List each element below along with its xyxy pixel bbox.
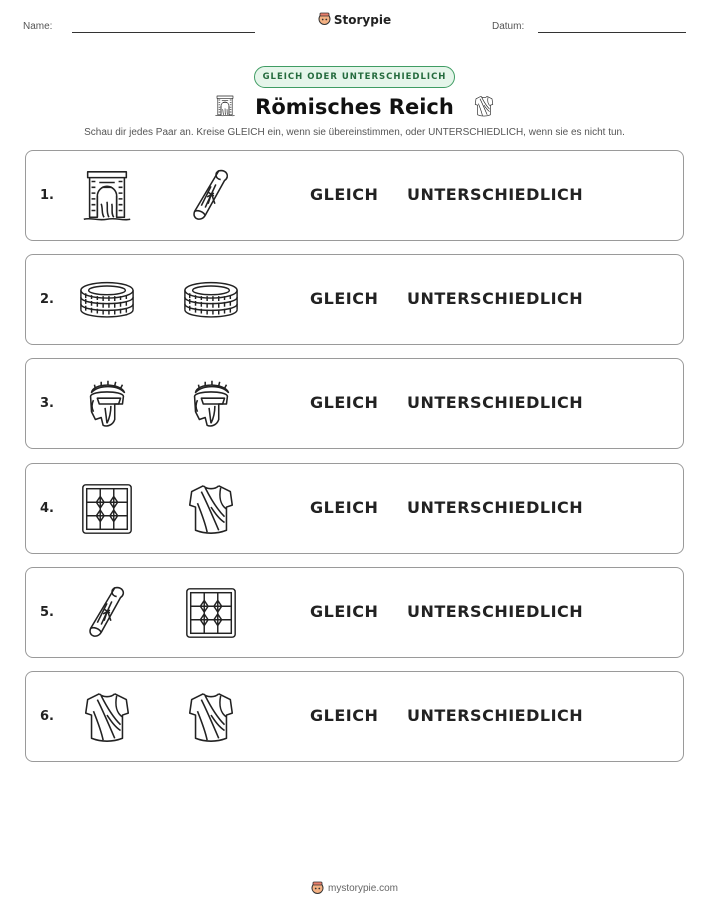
pair-number: 6. [40,709,54,724]
brand-name: Storypie [333,13,392,27]
name-line[interactable] [72,32,255,33]
date-line[interactable] [538,32,686,33]
aqueduct-icon [213,92,237,120]
title-text: Römisches Reich [255,95,454,119]
worksheet-type-badge: GLEICH ODER UNTERSCHIEDLICH [254,66,455,88]
same-option[interactable]: GLEICH [310,602,379,621]
different-option[interactable]: UNTERSCHIEDLICH [407,393,584,412]
different-option[interactable]: UNTERSCHIEDLICH [407,289,584,308]
pair-number: 4. [40,501,54,516]
page-title [0,92,709,120]
colosseum-icon [78,271,136,329]
instructions: Schau dir jedes Paar an. Kreise GLEICH ein, wenn sie übereinstimmen, oder UNTERSCHIEDLICH, wenn sie es nicht tun. [84,127,625,138]
pair-number: 2. [40,292,54,307]
scroll-icon [78,584,136,642]
scroll-icon [182,167,240,225]
pair-number: 5. [40,605,54,620]
toga-icon [182,688,240,746]
toga-icon [472,92,496,120]
pair-row [25,463,684,554]
footer [0,881,709,895]
storypie-logo-icon [311,881,324,895]
same-option[interactable]: GLEICH [310,498,379,517]
same-option[interactable]: GLEICH [310,185,379,204]
same-option[interactable]: GLEICH [310,289,379,308]
pair-row [25,567,684,658]
pair-row [25,358,684,449]
different-option[interactable]: UNTERSCHIEDLICH [407,602,584,621]
toga-icon [78,688,136,746]
name-label: Name: [23,21,53,32]
storypie-logo-icon [318,12,331,26]
same-option[interactable]: GLEICH [310,706,379,725]
helmet-icon [78,375,136,433]
pair-number: 3. [40,396,54,411]
colosseum-icon [182,271,240,329]
footer-url: mystorypie.com [327,883,398,894]
pair-row [25,671,684,762]
different-option[interactable]: UNTERSCHIEDLICH [407,706,584,725]
aqueduct-icon [78,167,136,225]
brand [0,12,709,27]
different-option[interactable]: UNTERSCHIEDLICH [407,498,584,517]
mosaic-icon [78,480,136,538]
pair-row [25,254,684,345]
same-option[interactable]: GLEICH [310,393,379,412]
toga-icon [182,480,240,538]
pair-row [25,150,684,241]
date-label: Datum: [492,21,525,32]
pair-number: 1. [40,188,54,203]
mosaic-icon [182,584,240,642]
helmet-icon [182,375,240,433]
different-option[interactable]: UNTERSCHIEDLICH [407,185,584,204]
